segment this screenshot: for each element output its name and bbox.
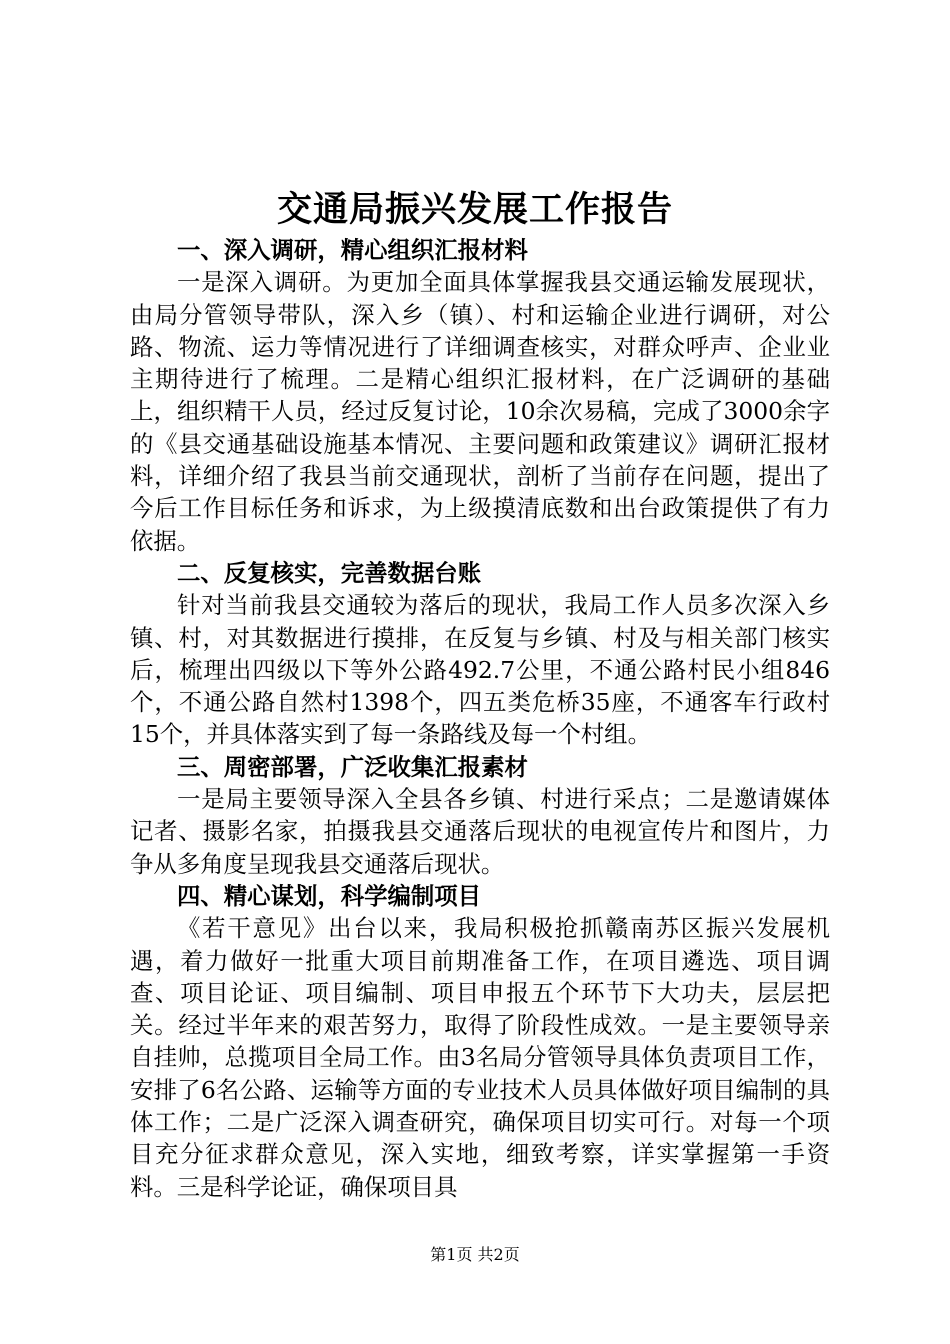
section-paragraph: 针对当前我县交通较为落后的现状，我局工作人员多次深入乡镇、村，对其数据进行摸排，在反复与乡镇、村及与相关部门核实后，梳理出四级以下等外公路492.7公里，不通公路村民小组846个，不通公路自然村1398个，四五类危桥35座，不通客车行政村15个，并具体落实到了每一条路线及每一个村组。 bbox=[130, 591, 830, 749]
section-3 bbox=[130, 751, 830, 880]
section-4 bbox=[130, 880, 830, 1203]
section-paragraph: 一是深入调研。为更加全面具体掌握我县交通运输发展现状，由局分管领导带队，深入乡（镇）、村和运输企业进行调研，对公路、物流、运力等情况进行了详细调查核实，对群众呼声、企业业主期待进行了梳理。二是精心组织汇报材料，在广泛调研的基础上，组织精干人员，经过反复讨论，10余次易稿，完成了3000余字的《县交通基础设施基本情况、主要问题和政策建议》调研汇报材料，详细介绍了我县当前交通现状，剖析了当前存在问题，提出了今后工作目标任务和诉求，为上级摸清底数和出台政策提供了有力依据。 bbox=[130, 268, 830, 555]
page-indicator: 第1页 共2页 bbox=[430, 1245, 520, 1264]
document-title: 交通局振兴发展工作报告 bbox=[276, 189, 673, 230]
section-heading: 四、精心谋划，科学编制项目 bbox=[177, 881, 482, 910]
section-paragraph: 一是局主要领导深入全县各乡镇、村进行采点；二是邀请媒体记者、摄影名家，拍摄我县交通落后现状的电视宣传片和图片，力争从多角度呈现我县交通落后现状。 bbox=[130, 785, 830, 878]
section-heading: 一、深入调研，精心组织汇报材料 bbox=[177, 236, 528, 264]
document-body bbox=[130, 234, 830, 1203]
section-heading: 二、反复核实，完善数据台账 bbox=[177, 558, 482, 587]
section-paragraph: 《若干意见》出台以来，我局积极抢抓赣南苏区振兴发展机遇，着力做好一批重大项目前期准备工作，在项目遴选、项目调查、项目论证、项目编制、项目申报五个环节下大功夫，层层把关。经过半年来的艰苦努力，取得了阶段性成效。一是主要领导亲自挂帅，总揽项目全局工作。由3名局分管领导具体负责项目工作，安排了6名公路、运输等方面的专业技术人员具体做好项目编制的具体工作；二是广泛深入调查研究，确保项目切实可行。对每一个项目充分征求群众意见，深入实地，细致考察，详实掌握第一手资料。三是科学论证，确保项目具 bbox=[130, 914, 830, 1201]
section-1 bbox=[130, 234, 830, 557]
page-footer bbox=[0, 1244, 950, 1266]
section-heading: 三、周密部署，广泛收集汇报素材 bbox=[177, 752, 528, 781]
section-2 bbox=[130, 557, 830, 751]
